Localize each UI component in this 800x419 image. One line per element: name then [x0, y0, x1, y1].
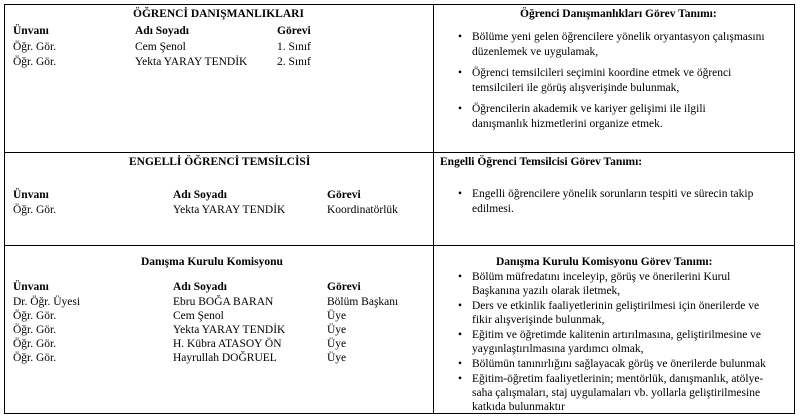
section-title: ÖĞRENCİ DANIŞMANLIKLARI [133, 8, 304, 20]
duty-title: Danışma Kurulu Komisyonu Görev Tanımı: [496, 256, 713, 268]
duty-item: • Eğitim ve öğretimde kalitenin artırılmasına, geliştirilmesine ve yaygınlaştırılmasına yardımcı olmak, [454, 328, 766, 356]
duty-list [454, 30, 765, 132]
duty-item: • Eğitim-öğretim faaliyetlerinin; mentörlük, danışmanlık, atölye- saha çalışmaları, staj uygulamaları vb. yollarla geliştirilmesine katkıda bulunmaktır [454, 372, 766, 414]
staff-title: Öğr. Gör. [13, 338, 57, 350]
staff-name: Yekta YARAY TENDİK [135, 56, 248, 68]
staff-name: Yekta YARAY TENDİK [173, 324, 286, 336]
staff-name: Ebru BOĞA BARAN [173, 296, 274, 308]
section-student-advising [5, 5, 794, 153]
staff-role: Koordinatörlük [327, 204, 398, 216]
staff-title: Öğr. Gör. [13, 204, 57, 216]
duty-item: • Ders ve etkinlik faaliyetlerinin geliştirilmesi için önerilerde ve fikir alışverişinde bulunmak, [454, 299, 766, 327]
duty-list [454, 270, 766, 414]
staff-role: Bölüm Başkanı [327, 296, 399, 308]
section-disabled-student-rep [5, 153, 794, 246]
duty-title: Öğrenci Danışmanlıkları Görev Tanımı: [520, 8, 717, 20]
roles-table [4, 4, 795, 414]
duty-item: • Bölüme yeni gelen öğrencilere yönelik oryantasyon çalışmasını düzenlemek ve uygulamak, [454, 30, 765, 60]
staff-name: Yekta YARAY TENDİK [173, 204, 286, 216]
staff-role: Üye [327, 352, 347, 364]
staff-title: Öğr. Gör. [13, 41, 57, 53]
section-title: ENGELLİ ÖĞRENCİ TEMSİLCİSİ [129, 156, 311, 168]
staff-role: Üye [327, 310, 347, 322]
duty-title: Engelli Öğrenci Temsilcisi Görev Tanımı: [440, 156, 643, 168]
column-header-name: Adı Soyadı [173, 281, 228, 293]
staff-title: Dr. Öğr. Üyesi [13, 296, 81, 308]
duty-item: • Bölümün tanınırlığını sağlayacak görüş ve önerilerde bulunmak [454, 357, 766, 371]
column-header-role: Görevi [327, 189, 361, 201]
advising-duties-cell [434, 5, 794, 152]
column-header-title: Ünvanı [13, 25, 49, 37]
duty-item: • Öğrenci temsilcileri seçimini koordine etmek ve öğrenci temsilcileri ile görüş alışverişinde bulunmak, [454, 66, 765, 96]
duty-item: • Bölüm müfredatını inceleyip, görüş ve önerilerini Kurul Başkanına yazılı olarak iletmek, [454, 270, 766, 298]
rep-staff-cell [5, 153, 433, 245]
staff-title: Öğr. Gör. [13, 310, 57, 322]
staff-title: Öğr. Gör. [13, 324, 57, 336]
column-header-title: Ünvanı [13, 189, 49, 201]
board-duties-cell [434, 246, 794, 413]
section-title: Danışma Kurulu Komisyonu [141, 256, 283, 268]
duty-list [454, 187, 753, 217]
staff-role: 1. Sınıf [277, 41, 311, 53]
staff-role: Üye [327, 324, 347, 336]
column-header-name: Adı Soyadı [173, 189, 228, 201]
staff-name: H. Kübra ATASOY ÖN [173, 338, 282, 350]
staff-role: Üye [327, 338, 347, 350]
duty-item: • Engelli öğrencilere yönelik sorunların tespiti ve sürecin takip edilmesi. [454, 187, 753, 217]
column-header-title: Ünvanı [13, 281, 49, 293]
column-header-name: Adı Soyadı [135, 25, 190, 37]
column-header-role: Görevi [327, 281, 361, 293]
staff-role: 2. Sınıf [277, 56, 311, 68]
staff-name: Cem Şenol [135, 41, 186, 53]
staff-title: Öğr. Gör. [13, 352, 57, 364]
column-header-role: Görevi [277, 25, 311, 37]
advising-staff-cell [5, 5, 433, 152]
section-advisory-board [5, 246, 794, 413]
staff-name: Hayrullah DOĞRUEL [173, 352, 277, 364]
staff-name: Cem Şenol [173, 310, 224, 322]
rep-duties-cell [434, 153, 794, 245]
board-staff-cell [5, 246, 433, 413]
staff-title: Öğr. Gör. [13, 56, 57, 68]
duty-item: • Öğrencilerin akademik ve kariyer gelişimi ile ilgili danışmanlık hizmetlerini organize etmek. [454, 102, 765, 132]
